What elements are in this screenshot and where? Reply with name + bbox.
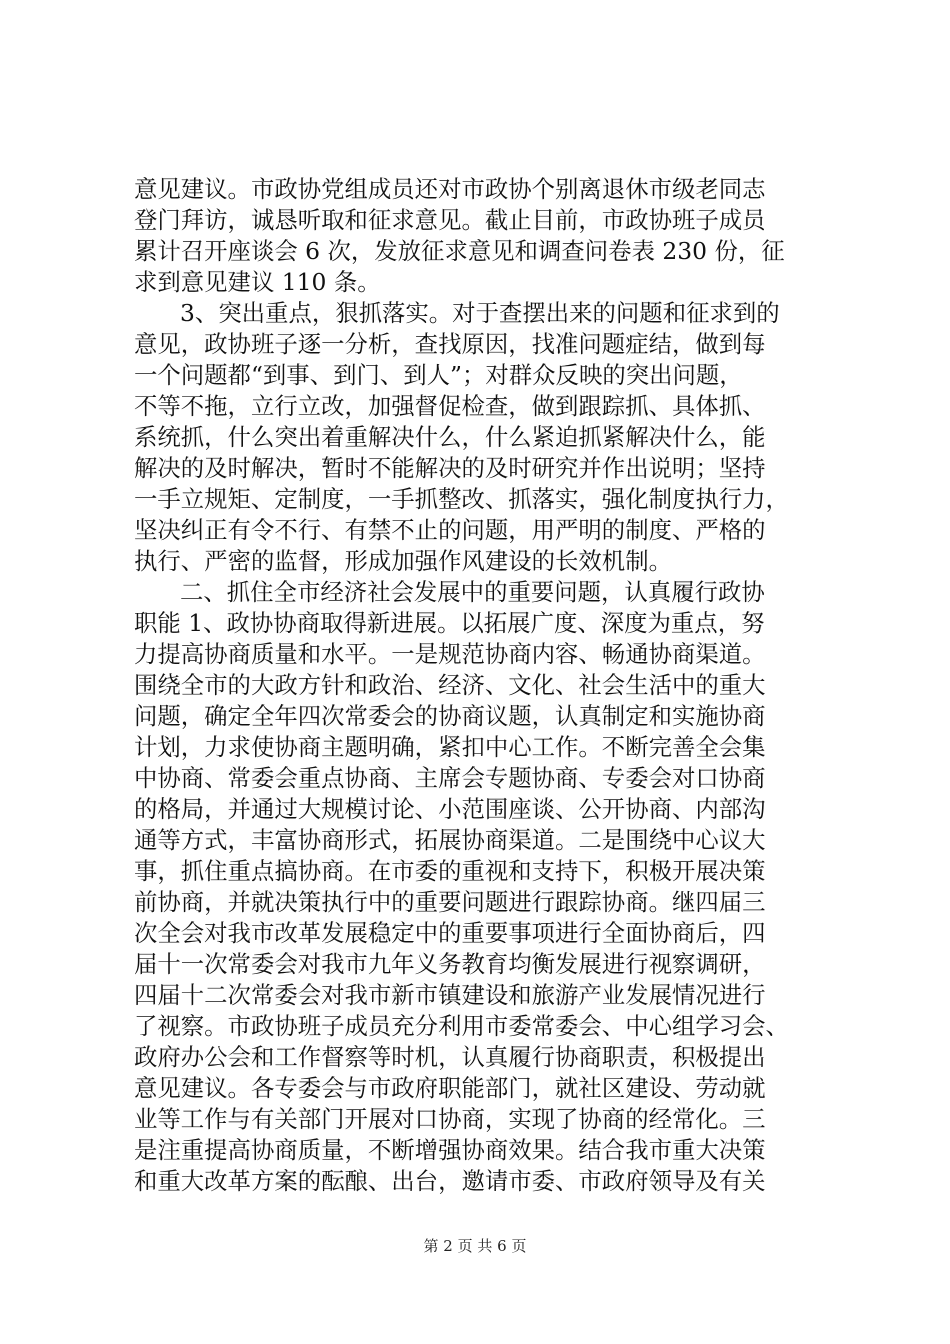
text-line: 执行、严密的监督，形成加强作风建设的长效机制。	[134, 547, 672, 575]
text-line: 和重大改革方案的酝酿、出台，邀请市委、市政府领导及有关	[134, 1167, 766, 1195]
text-line: 求到意见建议 110 条。	[134, 268, 381, 296]
text-line: 3、突出重点，狠抓落实。对于查摆出来的问题和征求到的	[180, 299, 780, 327]
text-line: 届十一次常委会对我市九年义务教育均衡发展进行视察调研，	[134, 950, 766, 978]
text-line: 职能 1、政协协商取得新进展。以拓展广度、深度为重点，努	[134, 609, 765, 637]
text-line: 意见建议。市政协党组成员还对市政协个别离退休市级老同志	[134, 175, 766, 203]
text-line: 一手立规矩、定制度，一手抓整改、抓落实，强化制度执行力，	[134, 485, 789, 513]
text-line: 累计召开座谈会 6 次，发放征求意见和调查问卷表 230 份，征	[134, 237, 785, 265]
text-line: 围绕全市的大政方针和政治、经济、文化、社会生活中的重大	[134, 671, 766, 699]
text-line: 一个问题都“到事、到门、到人”；对群众反映的突出问题，	[134, 361, 743, 389]
text-line: 计划，力求使协商主题明确，紧扣中心工作。不断完善全会集	[134, 733, 766, 761]
text-line: 登门拜访，诚恳听取和征求意见。截止目前，市政协班子成员	[134, 206, 766, 234]
text-line: 力提高协商质量和水平。一是规范协商内容、畅通协商渠道。	[134, 640, 766, 668]
text-line: 了视察。市政协班子成员充分利用市委常委会、中心组学习会、	[134, 1012, 789, 1040]
text-line: 不等不拖，立行立改，加强督促检查，做到跟踪抓、具体抓、	[134, 392, 766, 420]
text-line: 意见建议。各专委会与市政府职能部门，就社区建设、劳动就	[134, 1074, 766, 1102]
text-line: 是注重提高协商质量，不断增强协商效果。结合我市重大决策	[134, 1136, 766, 1164]
text-line: 中协商、常委会重点协商、主席会专题协商、专委会对口协商	[134, 764, 766, 792]
text-line: 解决的及时解决，暂时不能解决的及时研究并作出说明；坚持	[134, 454, 766, 482]
text-line: 二、抓住全市经济社会发展中的重要问题，认真履行政协	[180, 578, 765, 606]
text-line: 业等工作与有关部门开展对口协商，实现了协商的经常化。三	[134, 1105, 766, 1133]
text-line: 通等方式，丰富协商形式，拓展协商渠道。二是围绕中心议大	[134, 826, 766, 854]
text-line: 次全会对我市改革发展稳定中的重要事项进行全面协商后，四	[134, 919, 766, 947]
text-line: 的格局，并通过大规模讨论、小范围座谈、公开协商、内部沟	[134, 795, 766, 823]
text-line: 系统抓，什么突出着重解决什么，什么紧迫抓紧解决什么，能	[134, 423, 766, 451]
page-footer: 第 2 页 共 6 页	[423, 1237, 527, 1255]
text-line: 坚决纠正有令不行、有禁不止的问题，用严明的制度、严格的	[134, 516, 766, 544]
text-line: 四届十二次常委会对我市新市镇建设和旅游产业发展情况进行	[134, 981, 766, 1009]
text-line: 事，抓住重点搞协商。在市委的重视和支持下，积极开展决策	[134, 857, 766, 885]
text-line: 政府办公会和工作督察等时机，认真履行协商职责，积极提出	[134, 1043, 766, 1071]
text-line: 问题，确定全年四次常委会的协商议题，认真制定和实施协商	[134, 702, 766, 730]
text-line: 前协商，并就决策执行中的重要问题进行跟踪协商。继四届三	[134, 888, 766, 916]
text-line: 意见，政协班子逐一分析，查找原因，找准问题症结，做到每	[134, 330, 766, 358]
